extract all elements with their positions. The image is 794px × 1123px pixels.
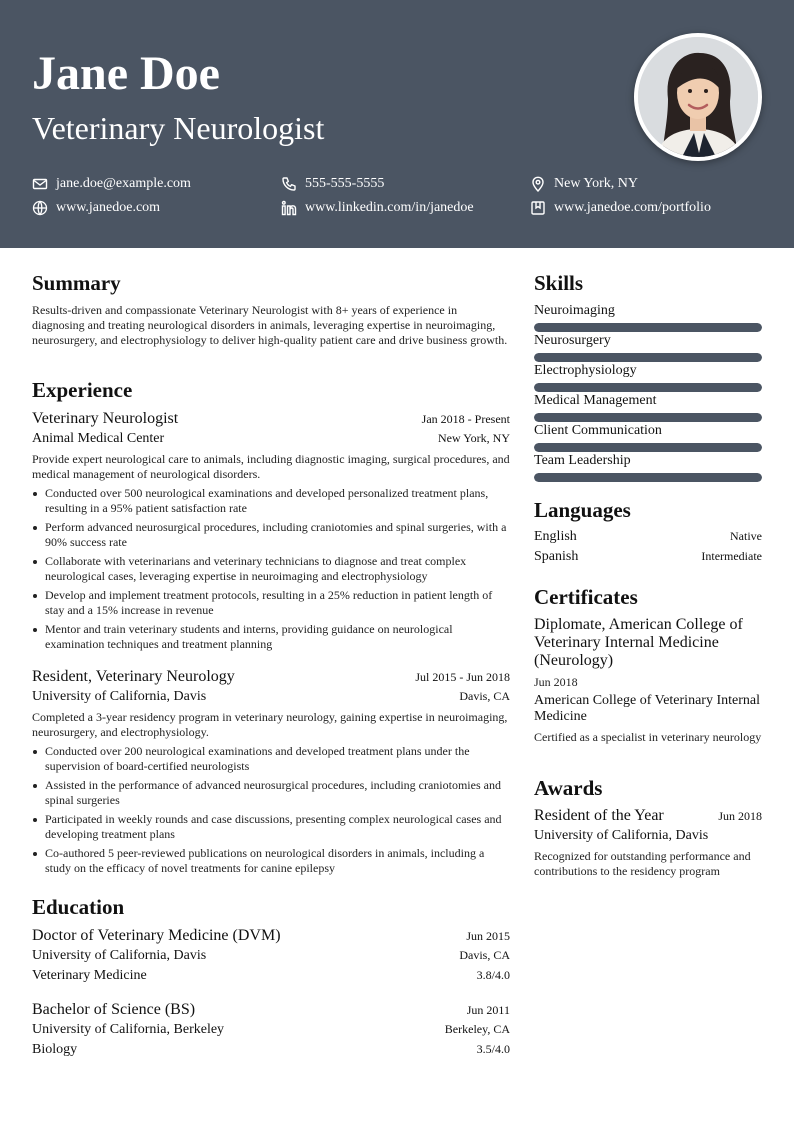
skill-bar-fill <box>534 413 762 422</box>
certificates-heading: Certificates <box>534 585 638 609</box>
edu-2-degree-row <box>32 1001 510 1019</box>
language-name: English <box>534 529 577 544</box>
skill-bar <box>534 473 762 482</box>
edu-1-date: Jun 2015 <box>466 929 510 943</box>
phone-icon <box>281 176 297 192</box>
skill-label: Client Communication <box>534 423 662 438</box>
contact-portfolio[interactable] <box>530 198 711 218</box>
contact-email[interactable] <box>32 174 191 194</box>
contact-location-text: New York, NY <box>554 176 639 191</box>
job-2-dates: Jul 2015 - Jun 2018 <box>415 670 510 684</box>
edu-1-school: University of California, Davis <box>32 948 207 963</box>
linkedin-icon <box>281 200 297 216</box>
skill-bar-fill <box>534 353 762 362</box>
language-level: Native <box>730 529 762 543</box>
job-2-title-row <box>32 668 510 686</box>
skill-bar-fill <box>534 383 762 392</box>
job-1-org-row <box>32 431 510 447</box>
edu-2-location: Berkeley, CA <box>444 1022 510 1036</box>
list-item: Perform advanced neurosurgical procedures, including craniotomies and spinal surgeries, with a 90% success rate <box>32 520 512 550</box>
list-item: Assisted in the performance of advanced neurosurgical procedures, including craniotomies and spinal surgeries <box>32 778 512 808</box>
edu-2-school-row <box>32 1022 510 1038</box>
list-item: Conducted over 200 neurological examinations and developed treatment plans under the supervision of board-certified neurologists <box>32 744 512 774</box>
job-1-bullets <box>32 486 512 656</box>
contact-phone[interactable] <box>281 174 384 194</box>
job-2-location: Davis, CA <box>459 689 510 703</box>
award-org: University of California, Davis <box>534 828 709 843</box>
edu-1-field: Veterinary Medicine <box>32 968 147 983</box>
language-row <box>534 529 762 545</box>
location-pin-icon <box>530 176 546 192</box>
candidate-title: Veterinary Neurologist <box>32 110 325 146</box>
list-item: Develop and implement treatment protocols, resulting in a 25% reduction in patient length of stay and a 15% increase in revenue <box>32 588 512 618</box>
list-item: Co-authored 5 peer-reviewed publications on neurological disorders in animals, including a study on the efficacy of novel treatments for canine epilepsy <box>32 846 512 876</box>
job-1-description: Provide expert neurological care to animals, including diagnostic imaging, surgical procedures, and medical management of neurological disorders. <box>32 452 510 481</box>
certificate-date: Jun 2018 <box>534 675 578 689</box>
edu-2-field-row <box>32 1042 510 1058</box>
list-item: Mentor and train veterinary students and interns, providing guidance on neurological examination techniques and treatment planning <box>32 622 512 652</box>
contact-email-text: jane.doe@example.com <box>56 176 191 191</box>
skill-bar-fill <box>534 323 762 332</box>
job-2-org: University of California, Davis <box>32 689 207 704</box>
edu-1-gpa: 3.8/4.0 <box>476 968 510 982</box>
experience-heading: Experience <box>32 378 133 402</box>
job-2-org-row <box>32 689 510 705</box>
certificate-title: Diplomate, American College of Veterinary Internal Medicine (Neurology) <box>534 616 743 669</box>
award-title-row <box>534 807 762 825</box>
edu-1-degree-row <box>32 927 510 945</box>
certificate-issuer: American College of Veterinary Internal Medicine <box>534 693 760 724</box>
job-1-dates: Jan 2018 - Present <box>421 412 510 426</box>
list-item: Collaborate with veterinarians and veterinary technicians to diagnose and treat complex neurological cases, leveraging expertise in neuroimaging and electrophysiology <box>32 554 512 584</box>
skill-bar <box>534 443 762 452</box>
award-date: Jun 2018 <box>718 809 762 823</box>
edu-1-school-row <box>32 948 510 964</box>
language-name: Spanish <box>534 549 579 564</box>
skill-bar-fill <box>534 473 762 482</box>
skill-label: Medical Management <box>534 393 657 408</box>
education-heading: Education <box>32 895 125 919</box>
skill-bar <box>534 413 762 422</box>
job-2-bullets <box>32 744 512 880</box>
job-1-org: Animal Medical Center <box>32 431 165 446</box>
job-1-role: Veterinary Neurologist <box>32 410 179 427</box>
skill-bar <box>534 353 762 362</box>
language-row <box>534 549 762 565</box>
skill-label: Electrophysiology <box>534 363 637 378</box>
list-item: Participated in weekly rounds and case discussions, presenting complex neurological cases and developing treatment plans <box>32 812 512 842</box>
languages-heading: Languages <box>534 498 631 522</box>
awards-heading: Awards <box>534 776 603 800</box>
job-2-role: Resident, Veterinary Neurology <box>32 668 235 685</box>
list-item: Conducted over 500 neurological examinations and developed personalized treatment plans, resulting in a 95% patient satisfaction rate <box>32 486 512 516</box>
job-2-description: Completed a 3-year residency program in veterinary neurology, gaining expertise in neuroimaging, neurosurgery, and electrophysiology. <box>32 710 508 739</box>
contact-website[interactable] <box>32 198 160 218</box>
summary-text: Results-driven and compassionate Veterinary Neurologist with 8+ years of experience in diagnosing and treating neurological disorders in animals, leveraging expertise in neuroimaging, neurosurgery, and electrophysiology to deliver high-quality patient care and drive business growth. <box>32 303 508 347</box>
edu-1-field-row <box>32 968 510 984</box>
skills-heading: Skills <box>534 271 584 295</box>
mail-icon <box>32 176 48 192</box>
contact-linkedin-text: www.linkedin.com/in/janedoe <box>305 200 474 215</box>
contact-portfolio-text: www.janedoe.com/portfolio <box>554 200 711 215</box>
edu-1-location: Davis, CA <box>459 948 510 962</box>
globe-icon <box>32 200 48 216</box>
portfolio-icon <box>530 200 546 216</box>
language-level: Intermediate <box>701 549 762 563</box>
skill-bar <box>534 323 762 332</box>
contact-website-text: www.janedoe.com <box>56 200 161 215</box>
award-description: Recognized for outstanding performance and contributions to the residency program <box>534 849 751 878</box>
profile-photo <box>634 33 762 161</box>
edu-2-degree: Bachelor of Science (BS) <box>32 1001 196 1018</box>
skill-label: Team Leadership <box>534 453 631 468</box>
contact-location <box>530 174 638 194</box>
edu-2-date: Jun 2011 <box>466 1003 510 1017</box>
award-org-row <box>534 828 762 844</box>
certificate-description: Certified as a specialist in veterinary neurology <box>534 730 762 744</box>
skill-bar <box>534 383 762 392</box>
skill-label: Neurosurgery <box>534 333 611 348</box>
resume-header <box>0 0 794 248</box>
award-title: Resident of the Year <box>534 807 664 824</box>
edu-2-school: University of California, Berkeley <box>32 1022 225 1037</box>
edu-2-field: Biology <box>32 1042 78 1057</box>
contact-phone-text: 555-555-5555 <box>305 176 385 191</box>
job-1-title-row <box>32 410 510 428</box>
summary-heading: Summary <box>32 271 121 295</box>
job-1-location: New York, NY <box>437 431 510 445</box>
contact-linkedin[interactable] <box>281 198 474 218</box>
edu-1-degree: Doctor of Veterinary Medicine (DVM) <box>32 927 281 944</box>
skill-bar-fill <box>534 443 762 452</box>
candidate-name: Jane Doe <box>32 47 220 100</box>
skill-label: Neuroimaging <box>534 303 615 318</box>
edu-2-gpa: 3.5/4.0 <box>476 1042 510 1056</box>
